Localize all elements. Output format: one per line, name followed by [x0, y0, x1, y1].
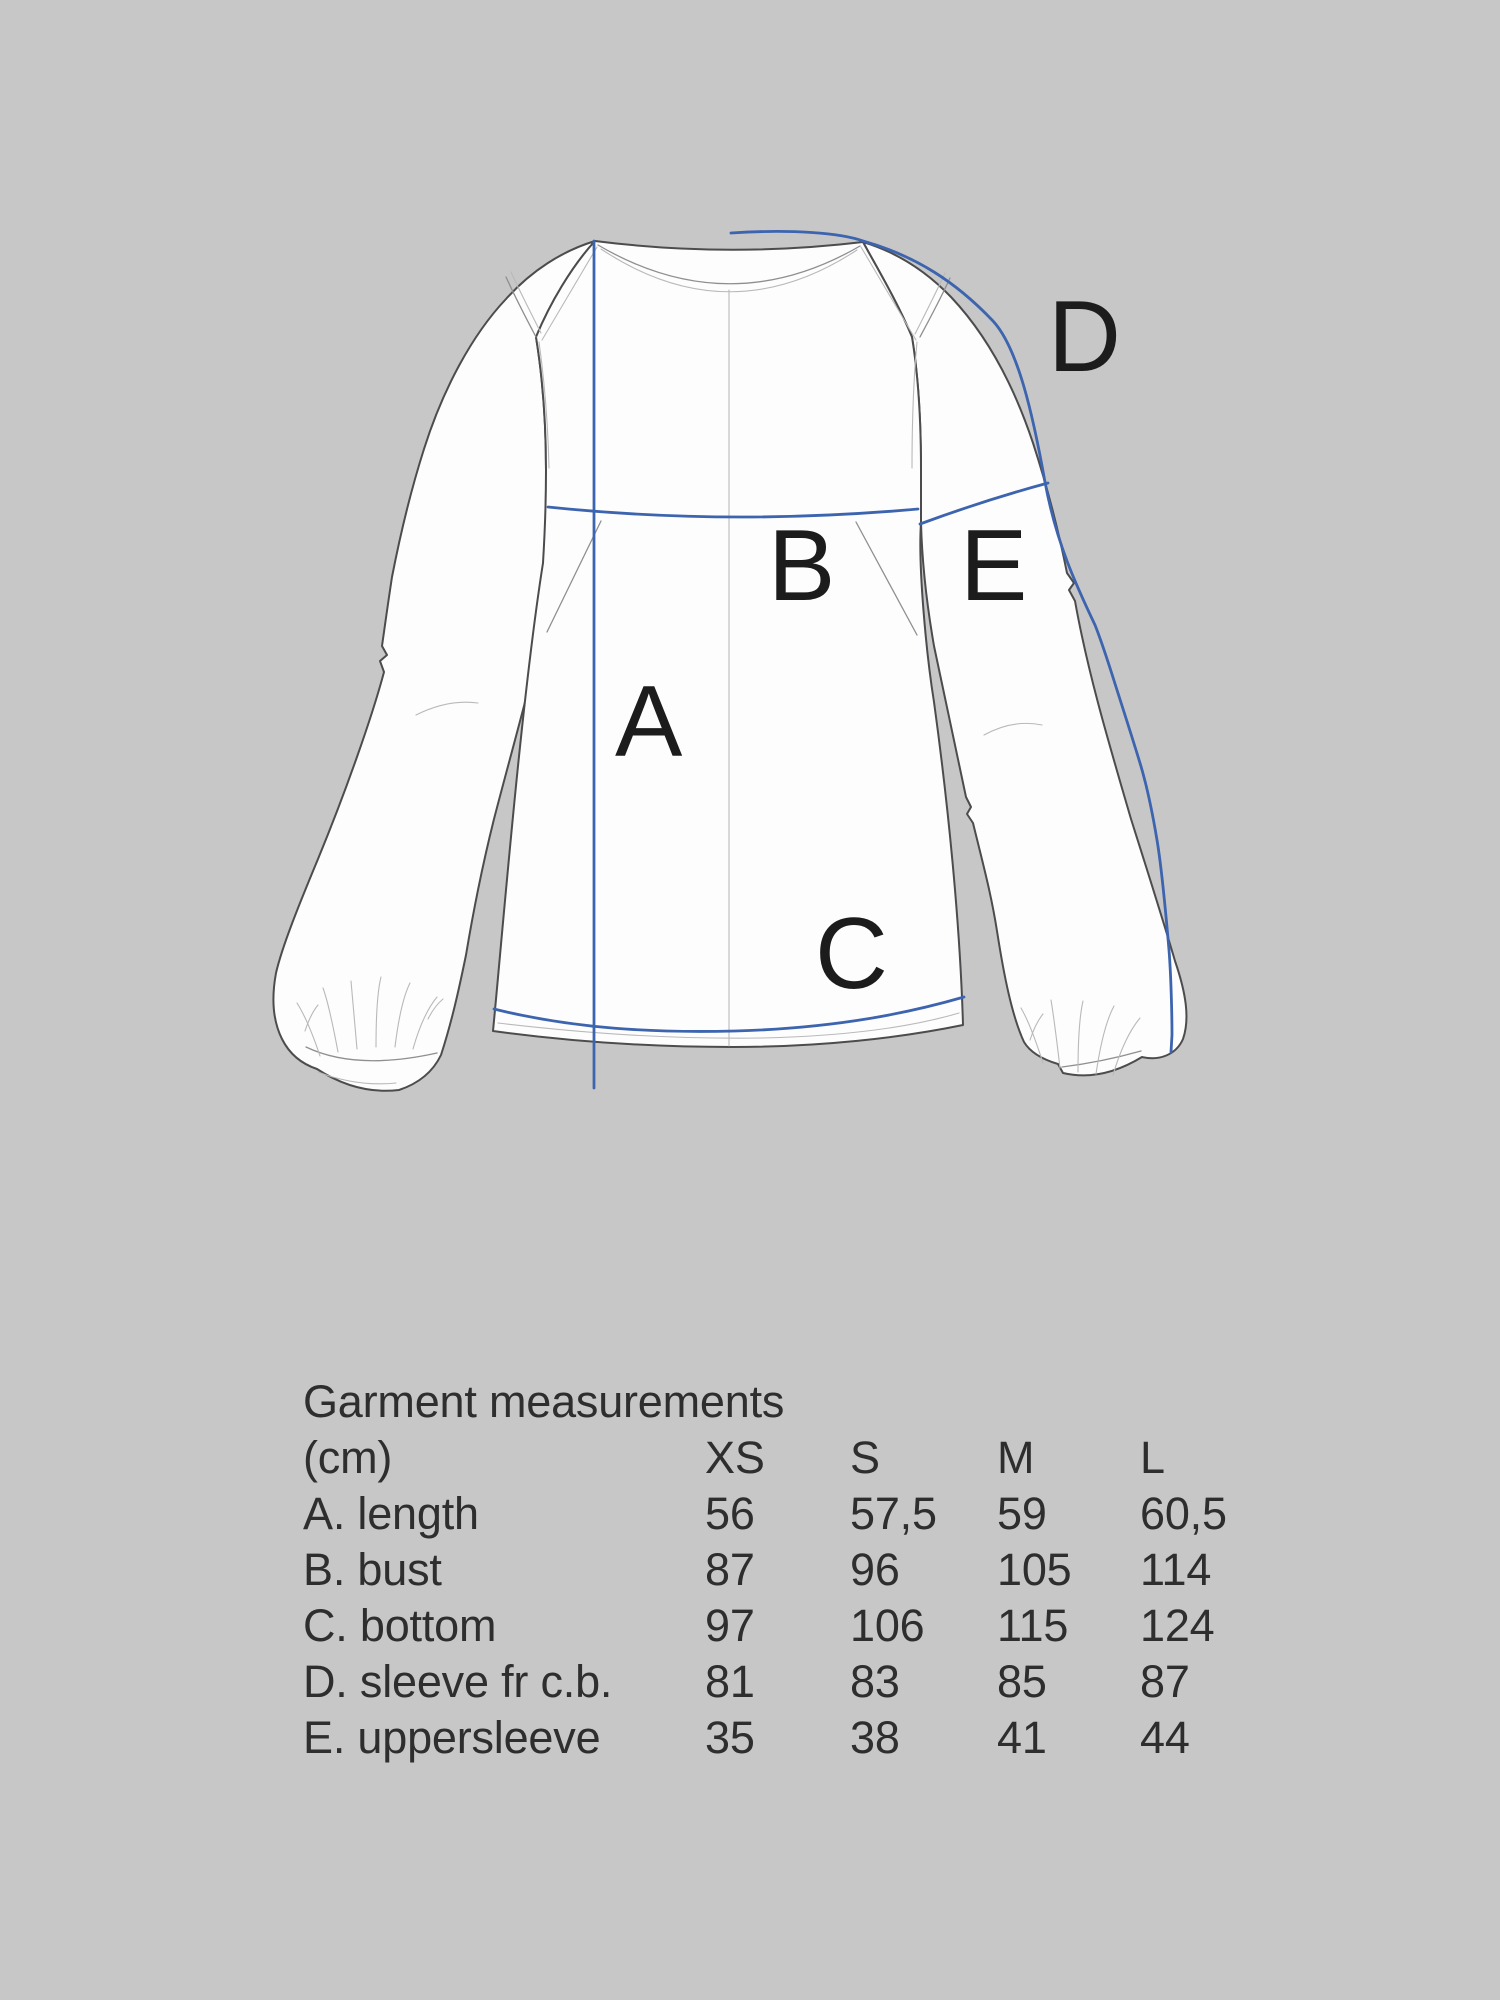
- value-s: 96: [850, 1544, 900, 1595]
- measure-label-a: A: [615, 666, 683, 778]
- value-m: 85: [997, 1656, 1047, 1707]
- size-header-l: L: [1140, 1432, 1165, 1483]
- body-panel: [493, 241, 963, 1047]
- measure-label-d: D: [1048, 281, 1121, 393]
- value-m: 41: [997, 1712, 1047, 1763]
- size-header-xs: XS: [705, 1432, 765, 1483]
- table-row-bottom: [303, 1598, 1403, 1654]
- value-m: 105: [997, 1544, 1072, 1595]
- value-s: 106: [850, 1600, 925, 1651]
- value-l: 124: [1140, 1600, 1215, 1651]
- row-label: D. sleeve fr c.b.: [303, 1656, 613, 1707]
- value-xs: 81: [705, 1656, 755, 1707]
- measure-label-e: E: [960, 510, 1028, 622]
- value-xs: 35: [705, 1712, 755, 1763]
- value-xs: 56: [705, 1488, 755, 1539]
- row-label: A. length: [303, 1488, 479, 1539]
- size-header-m: M: [997, 1432, 1035, 1483]
- value-m: 115: [997, 1600, 1069, 1651]
- value-xs: 97: [705, 1600, 755, 1651]
- table-row-bust: [303, 1542, 1403, 1598]
- value-l: 114: [1140, 1544, 1212, 1595]
- table-title: Garment measurements: [303, 1376, 785, 1427]
- row-label: B. bust: [303, 1544, 442, 1595]
- table-header-row: [303, 1430, 1403, 1486]
- measurement-table: [303, 1374, 1403, 1766]
- size-header-s: S: [850, 1432, 880, 1483]
- value-l: 60,5: [1140, 1488, 1227, 1539]
- value-l: 44: [1140, 1712, 1190, 1763]
- value-s: 83: [850, 1656, 900, 1707]
- row-label: E. uppersleeve: [303, 1712, 601, 1763]
- table-row-length: [303, 1486, 1403, 1542]
- unit-label: (cm): [303, 1432, 393, 1483]
- measure-label-b: B: [768, 510, 836, 622]
- value-xs: 87: [705, 1544, 755, 1595]
- value-s: 38: [850, 1712, 900, 1763]
- value-m: 59: [997, 1488, 1047, 1539]
- row-label: C. bottom: [303, 1600, 497, 1651]
- value-s: 57,5: [850, 1488, 937, 1539]
- value-l: 87: [1140, 1656, 1190, 1707]
- table-row-uppersleeve: [303, 1710, 1403, 1766]
- measure-label-c: C: [815, 898, 888, 1010]
- table-row-sleeve: [303, 1654, 1403, 1710]
